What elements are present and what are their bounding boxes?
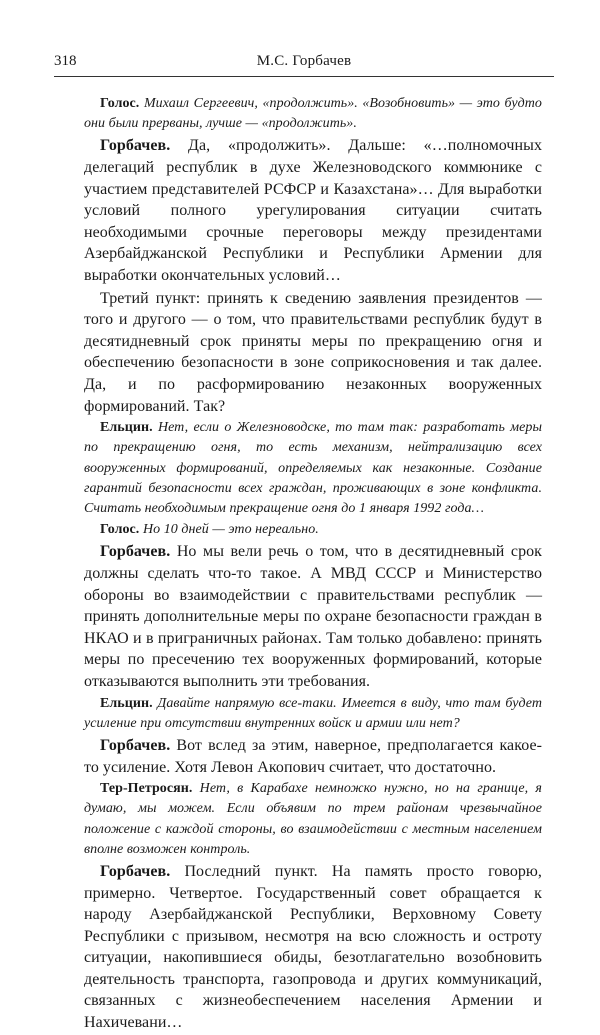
speech-text: Вот вслед за этим, наверное, предполагается какое-то усиление. Хотя Левон Акопович считает, что достаточно.: [84, 736, 542, 776]
speaker-name: Тер-Петросян.: [100, 781, 193, 797]
speaker-name: Голос.: [100, 96, 140, 111]
paragraph-10: [84, 861, 542, 1034]
paragraph-2: [84, 135, 542, 286]
paragraph-6: [84, 541, 542, 692]
paragraph-8: [84, 735, 542, 778]
speaker-name: Горбачев.: [100, 137, 171, 155]
speaker-name: Ельцин.: [100, 695, 153, 711]
speaker-name: Горбачев.: [100, 862, 171, 880]
speech-text: Но 10 дней — это нереально.: [142, 522, 319, 538]
paragraph-4: [84, 418, 542, 519]
speech-text: Нет, если о Железноводске, то там так: разработать меры по прекращению огня, то есть механизм, нейтрализацию всех вооруженных формирований, определяемых как незаконные. Создание гарантий безопасности всех граждан, проживающих в зоне конфликта. Считать необходимым прекращение огня до 1 января 1992 года…: [84, 420, 542, 516]
paragraph-5: [84, 520, 542, 540]
speech-text: Нет, в Карабахе немножко нужно, но на границе, я думаю, мы можем. Если объявим по трем районам чрезвычайное положение с каждой стороны, во взаимодействии с местным населением вполне возможен контроль.: [84, 781, 542, 857]
paragraph-9: [84, 779, 542, 860]
header-rule: [54, 76, 554, 77]
speaker-name: Ельцин.: [100, 420, 153, 436]
speech-text: Да, «продолжить». Дальше: «…полномочных делегаций республик в духе Железноводского коммюнике с участием представителей РСФСР и Казахстана»… Для выработки условий полного урегулирования ситуации считать необходимыми срочные переговоры между президентами Азербайджанской Республики и Республики Армении для выработки окончательных условий…: [84, 137, 542, 284]
page-number: 318: [54, 53, 77, 69]
speech-text: Михаил Сергеевич, «продолжить». «Возобновить» — это будто они были прерваны, лучше — «продолжить».: [84, 96, 542, 132]
running-title: М.С. Горбачев: [256, 53, 352, 69]
speaker-name: Горбачев.: [100, 736, 171, 754]
speaker-name: Горбачев.: [100, 543, 171, 561]
paragraph-7: [84, 694, 542, 734]
speech-text: Последний пункт. На память просто говорю, примерно. Четвертое. Государственный совет обращается к народу Азербайджанской Республики, Верховному Совету Республики с призывом, несмотря на всю сложность и остроту ситуации, накопившиеся обиды, безотлагательно возобновить деятельность транспорта, газопровода и других коммуникаций, связанных с жизнеобеспечением населения Армении и Нахичевани…: [84, 862, 542, 1032]
page-body: [84, 94, 542, 1035]
paragraph-1: [84, 94, 542, 134]
speaker-name: Голос.: [100, 522, 140, 538]
speech-text: Давайте напрямую все-таки. Имеется в виду, что там будет усиление при отсутствии внутренних войск и армии или нет?: [84, 695, 542, 731]
paragraph-3: [84, 288, 542, 418]
speech-text: Третий пункт: принять к сведению заявления президентов — того и другого — о том, что правительствами республик будут в десятидневный срок приняты меры по прекращению огня и обеспечению безопасности в зоне соприкосновения и так далее. Да, и по расформированию незаконных вооруженных формирований. Так?: [84, 289, 542, 415]
speech-text: Но мы вели речь о том, что в десятидневный срок должны сделать что-то такое. А МВД СССР и Министерство обороны во взаимодействии с правительствами республик — принять дополнительные меры по охране безопасности граждан в НКАО и в приграничных районах. Там только добавлено: принять меры по пресечению тех вооруженных формирований, которые отказываются выполнить эти требования.: [84, 543, 542, 690]
